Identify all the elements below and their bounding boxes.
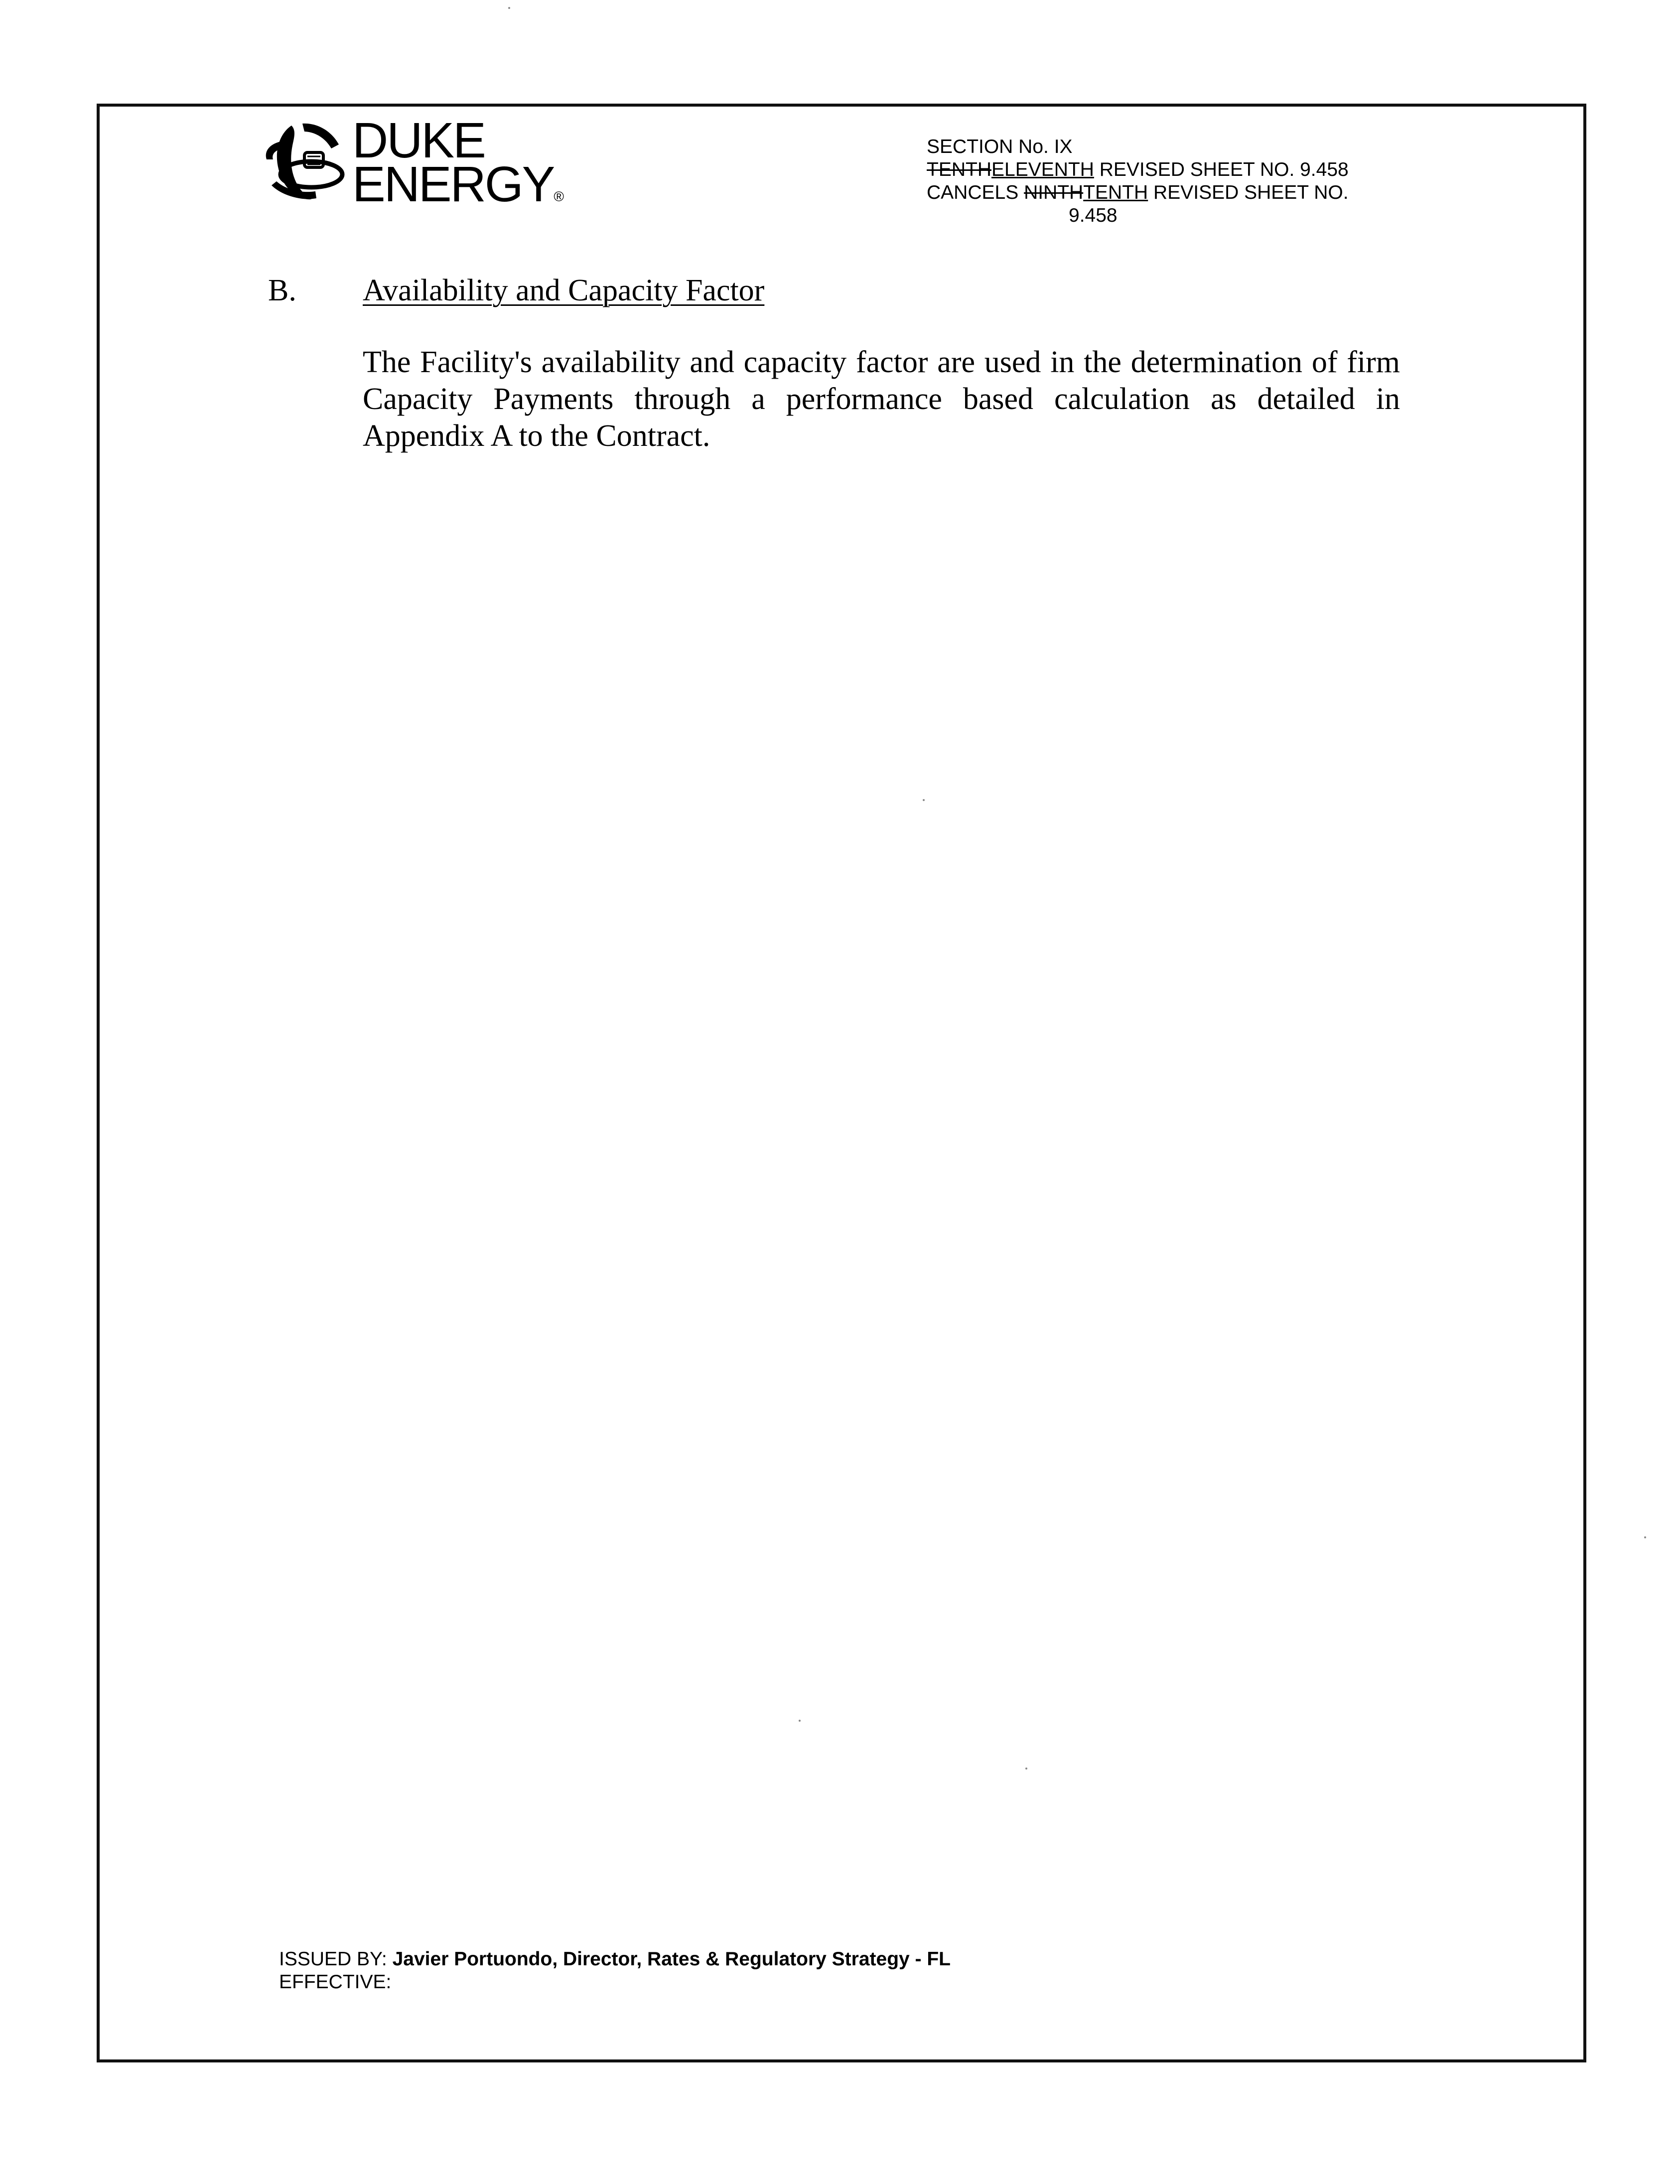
cancels-sheet-text: REVISED SHEET NO. [1148,182,1349,203]
scan-speck [1025,1768,1027,1770]
struck-cancel-revision: NINTH [1024,182,1084,203]
footer [279,1948,951,1994]
issued-by-line [279,1948,951,1971]
logo-wordmark [352,113,564,219]
cancels-sheet-number: 9.458 [1069,205,1118,226]
cancels-line [927,181,1415,204]
duke-energy-globe-icon [257,116,346,205]
section-number: SECTION No. IX [927,136,1073,157]
cancels-prefix: CANCELS [927,182,1024,203]
issued-by-label: ISSUED BY: [279,1948,393,1970]
revised-sheet-line [927,158,1415,181]
scan-speck [1644,1536,1646,1538]
scan-speck [508,7,510,9]
logo-energy-text: ENERGY [352,156,554,212]
section-paragraph: The Facility's availability and capacity factor are used in the determination of firm Capacity Payments through a performance based calculation as detailed in Appendix A to the Contract. [363,345,1400,453]
sheet-header [927,136,1415,227]
inserted-cancel-revision: TENTH [1083,182,1148,203]
struck-revision: TENTH [927,159,991,180]
logo-line-duke: DUKE [352,113,485,168]
effective-line: EFFECTIVE: [279,1971,392,1993]
issued-by-value: Javier Portuondo, Director, Rates & Regulatory Strategy - FL [392,1948,951,1970]
logo-line-energy [352,156,564,219]
scan-speck [799,1720,801,1722]
inserted-revision: ELEVENTH [991,159,1094,180]
company-logo [257,113,564,212]
scan-speck [923,799,925,801]
registered-mark: ® [554,189,564,204]
section-heading: Availability and Capacity Factor [363,273,765,307]
section-letter: B. [268,273,296,307]
revised-sheet-text: REVISED SHEET NO. 9.458 [1094,159,1349,180]
